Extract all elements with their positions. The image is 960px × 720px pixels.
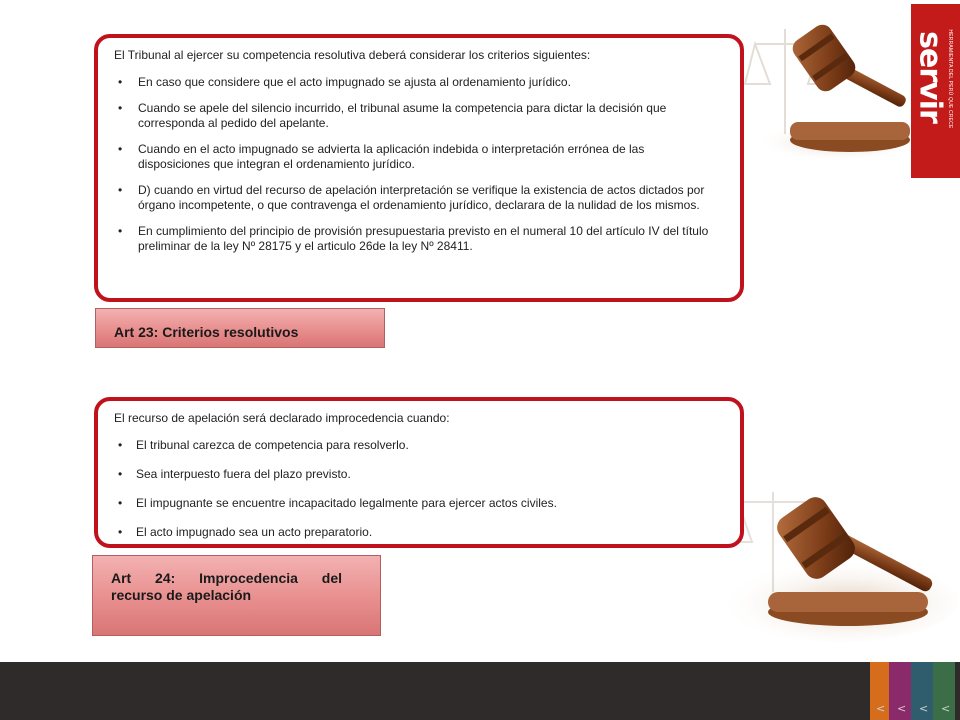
criteria-intro-text: El Tribunal al ejercer su competencia resolutiva deberá considerar los criterios siguientes: [114,48,591,62]
art-23-label: Art 23: Criterios resolutivos [95,308,385,348]
improcedence-content-box [94,397,744,548]
list-item: • El tribunal carezca de competencia para resolverlo. [114,438,716,453]
footer-bar [0,662,960,720]
footer-stripe-orange [870,662,889,720]
gavel-icon [789,21,908,109]
art-24-label-line1: Art 24: Improcedencia del [111,570,342,586]
chevron-left-icon: < [897,702,907,715]
servir-logo [911,4,960,178]
chevron-left-icon: < [876,702,886,715]
improcedence-list [114,438,716,540]
list-item: • En caso que considere que el acto impugnado se ajusta al ordenamiento jurídico. [114,75,716,90]
criteria-content-box [94,34,744,302]
criteria-list [114,75,716,254]
gavel-top-image [740,14,920,164]
list-item: • Cuando se apele del silencio incurrido, el tribunal asume la competencia para dictar la decisión que corresponda al pedido del apelante. [114,101,716,131]
art-24-label-line2: recurso de apelación [111,587,252,603]
list-item: • Sea interpuesto fuera del plazo previsto. [114,467,716,482]
chevron-left-icon: < [919,702,929,715]
footer-stripe-purple [889,662,911,720]
list-item: • D) cuando en virtud del recurso de apelación interpretación se verifique la existencia de actos dictados por órgano incompetente, o que contravenga el ordenamiento jurídico, declarara de la nulidad de los mismos. [114,183,716,213]
art-24-label [92,555,381,636]
list-item: • El acto impugnado sea un acto preparatorio. [114,525,716,540]
footer-stripe-green [933,662,955,720]
list-item: • En cumplimiento del principio de provisión presupuestaria previsto en el numeral 10 del artículo IV del título preliminar de la ley Nº 28175 y el articulo 26de la ley Nº 28411. [114,224,716,254]
improcedence-intro-text: El recurso de apelación será declarado improcedencia cuando: [114,411,450,425]
servir-logo-word: servir [912,31,948,123]
list-item: • Cuando en el acto impugnado se advierta la aplicación indebida o interpretación errónea de las disposiciones que integran el ordenamiento jurídico. [114,142,716,172]
footer-stripe-teal [911,662,933,720]
list-item: • El impugnante se encuentre incapacitado legalmente para ejercer actos civiles. [114,496,716,511]
servir-logo-tagline: HERRAMIENTA DEL PERÚ QUE CRECE [947,29,953,129]
chevron-left-icon: < [941,702,951,715]
